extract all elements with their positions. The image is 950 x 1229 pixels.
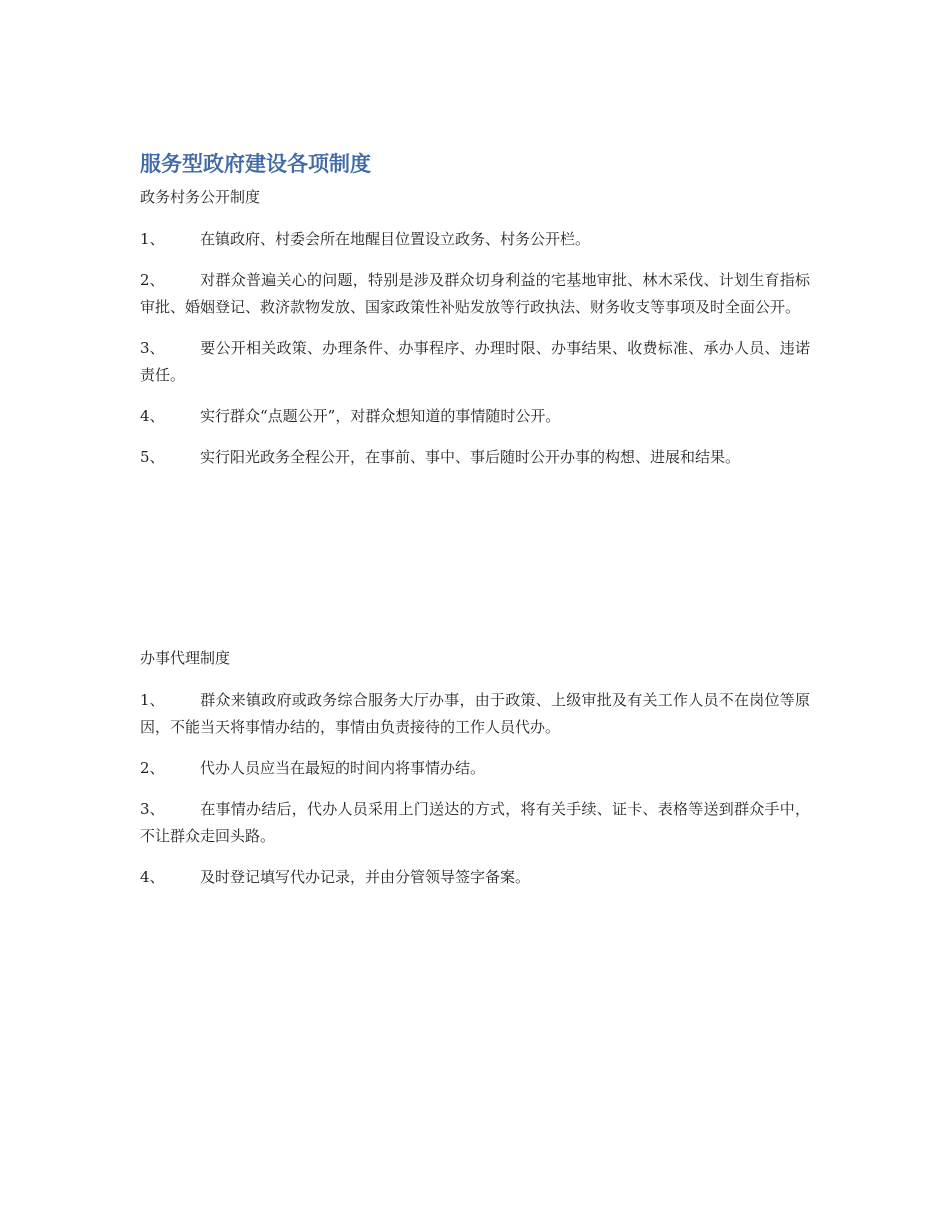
section-heading: 政务村务公开制度 [140,188,261,206]
section-public-affairs [140,186,810,471]
document-page [140,150,810,905]
list-item [140,226,810,253]
list-item [140,403,810,430]
item-text: 群众来镇政府或政务综合服务大厅办事，由于政策、上级审批及有关工作人员不在岗位等原因，不能当天将事情办结的，事情由负责接待的工作人员代办。 [140,691,810,736]
item-number: 3、 [140,339,165,357]
list-item [140,444,810,471]
section-spacer [140,485,810,647]
list-item [140,755,810,782]
list-item [140,687,810,741]
document-title: 服务型政府建设各项制度 [140,152,371,176]
item-number: 4、 [140,407,165,425]
item-number: 1、 [140,230,165,248]
item-number: 2、 [140,271,165,289]
item-number: 3、 [140,800,165,818]
item-number: 4、 [140,868,165,886]
item-number: 5、 [140,448,165,466]
list-item [140,335,810,389]
item-text: 代办人员应当在最短的时间内将事情办结。 [200,759,486,777]
item-text: 实行阳光政务全程公开，在事前、事中、事后随时公开办事的构想、进展和结果。 [200,448,741,466]
item-text: 在事情办结后，代办人员采用上门送达的方式，将有关手续、证卡、表格等送到群众手中，不让群众走回头路。 [140,800,810,845]
item-number: 2、 [140,759,165,777]
list-item [140,267,810,321]
item-number: 1、 [140,691,165,709]
list-item [140,796,810,850]
list-item [140,864,810,891]
section-agency-service [140,647,810,891]
section-heading: 办事代理制度 [140,649,231,667]
item-text: 及时登记填写代办记录，并由分管领导签字备案。 [200,868,531,886]
item-text: 对群众普遍关心的问题，特别是涉及群众切身利益的宅基地审批、林木采伐、计划生育指标审批、婚姻登记、救济款物发放、国家政策性补贴发放等行政执法、财务收支等事项及时全面公开。 [140,271,810,316]
item-text: 要公开相关政策、办理条件、办事程序、办理时限、办事结果、收费标准、承办人员、违诺责任。 [140,339,810,384]
item-text: 实行群众“点题公开”，对群众想知道的事情随时公开。 [200,407,561,425]
item-text: 在镇政府、村委会所在地醒目位置设立政务、村务公开栏。 [200,230,591,248]
